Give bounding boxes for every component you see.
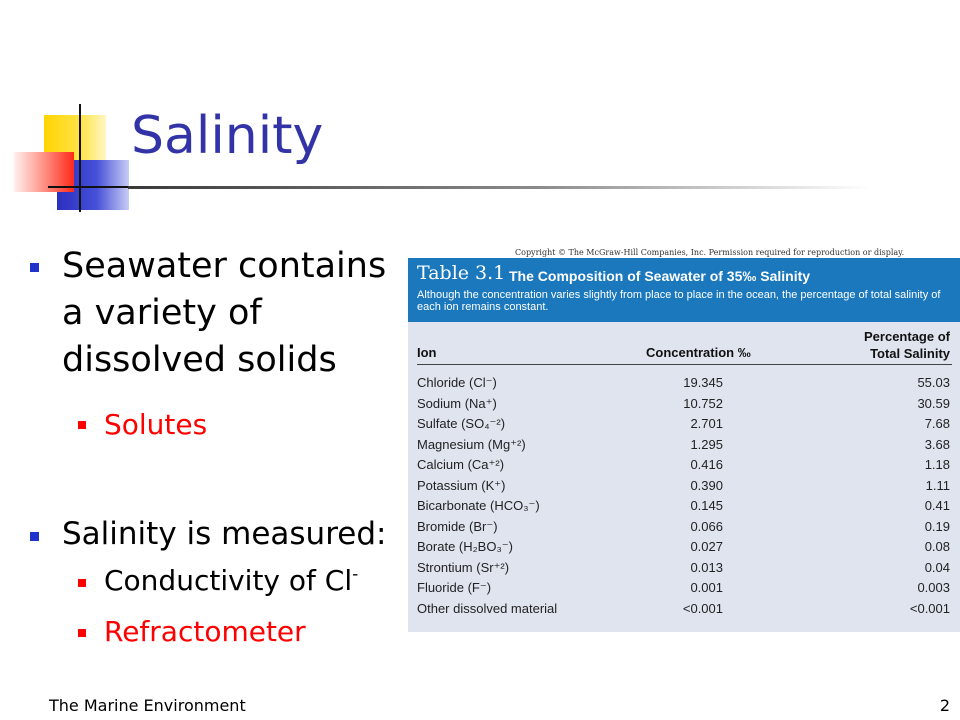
title-decoration xyxy=(0,0,140,220)
header-rule xyxy=(417,364,952,365)
sub-bullet-marker xyxy=(78,579,86,587)
table-cell-ion: Calcium (Ca⁺²) xyxy=(417,457,505,472)
table-row xyxy=(408,498,960,518)
sub-bullet-conductivity xyxy=(104,564,358,598)
table-cell-concentration: 19.345 xyxy=(683,375,723,390)
table-cell-percentage: 0.19 xyxy=(924,518,950,534)
bullet-line: a variety of xyxy=(62,293,262,333)
bullet-marker xyxy=(30,263,39,272)
decoration-horizontal-line xyxy=(48,186,140,188)
table-cell-ion: Strontium (Sr⁺²) xyxy=(417,559,510,575)
table-cell-ion: Magnesium (Mg⁺²) xyxy=(417,436,526,452)
column-header-percentage-line: Percentage of xyxy=(864,329,950,344)
table-cell-percentage: 3.68 xyxy=(924,436,950,452)
table-cell-ion: Sulfate (SO₄⁻²) xyxy=(417,416,506,431)
table-cell-percentage: 0.08 xyxy=(924,539,950,554)
table-row xyxy=(408,519,960,539)
table-number: Table 3.1 xyxy=(417,262,506,284)
table-row xyxy=(408,478,960,498)
table-cell-concentration: 0.001 xyxy=(690,580,723,595)
slide-number: 2 xyxy=(939,696,950,715)
table-cell-ion: Potassium (K⁺) xyxy=(417,477,506,493)
table-row xyxy=(408,396,960,416)
table-cell-percentage: 1.11 xyxy=(925,477,950,493)
bullet-salinity-measured: Salinity is measured: xyxy=(62,516,387,552)
table-header-band xyxy=(408,258,960,322)
table-cell-percentage: 55.03 xyxy=(917,375,950,390)
table-caption: Although the concentration varies slightly from place to place in the ocean, the percentage of total salinity of each ion remains constant. xyxy=(417,289,941,313)
column-header-percentage xyxy=(864,328,950,362)
table-cell-concentration: 0.027 xyxy=(690,539,723,554)
table-cell-ion: Other dissolved material xyxy=(417,600,558,616)
table-cell-percentage: 1.18 xyxy=(924,457,950,472)
table-cell-percentage: 30.59 xyxy=(917,395,950,411)
table-title: The Composition of Seawater of 35‰ Salinity xyxy=(509,268,811,284)
table-cell-ion: Bromide (Br⁻) xyxy=(417,518,498,534)
table-cell-percentage: 0.04 xyxy=(924,559,950,575)
decoration-vertical-line xyxy=(79,104,81,212)
composition-table xyxy=(408,258,960,632)
table-cell-concentration: 0.145 xyxy=(690,498,723,513)
sub-bullet-refractometer: Refractometer xyxy=(104,615,306,648)
sub-bullet-marker xyxy=(78,421,86,429)
table-cell-concentration: 0.066 xyxy=(690,518,723,534)
column-header-concentration: Concentration ‰ xyxy=(646,345,751,360)
table-cell-concentration: 0.416 xyxy=(690,457,723,472)
footer-course-title: The Marine Environment xyxy=(49,696,246,715)
column-header-percentage-line: Total Salinity xyxy=(870,346,950,361)
table-cell-percentage: 0.003 xyxy=(917,580,950,595)
table-cell-concentration: 2.701 xyxy=(690,416,723,431)
table-row xyxy=(408,416,960,436)
conductivity-text: Conductivity of Cl xyxy=(104,564,353,597)
slide-title: Salinity xyxy=(131,106,324,166)
copyright-notice: Copyright © The McGraw-Hill Companies, Inc. Permission required for reproduction or display. xyxy=(515,248,905,257)
table-cell-concentration: 1.295 xyxy=(690,436,723,452)
table-row xyxy=(408,457,960,477)
table-cell-concentration: <0.001 xyxy=(682,600,723,616)
table-row xyxy=(408,539,960,559)
table-cell-concentration: 0.390 xyxy=(690,477,723,493)
title-underline xyxy=(128,186,870,189)
bullet-seawater xyxy=(62,243,386,384)
table-cell-ion: Chloride (Cl⁻) xyxy=(417,375,497,390)
table-cell-ion: Borate (H₂BO₃⁻) xyxy=(417,539,513,554)
table-row xyxy=(408,375,960,395)
table-row xyxy=(408,580,960,600)
table-cell-concentration: 0.013 xyxy=(690,559,723,575)
table-cell-ion: Bicarbonate (HCO₃⁻) xyxy=(417,498,540,513)
bullet-line: dissolved solids xyxy=(62,340,337,380)
table-row xyxy=(408,601,960,621)
table-cell-ion: Sodium (Na⁺) xyxy=(417,395,497,411)
table-cell-ion: Fluoride (F⁻) xyxy=(417,580,492,595)
column-header-ion: Ion xyxy=(417,345,437,360)
table-row xyxy=(408,437,960,457)
table-row xyxy=(408,560,960,580)
sub-bullet-marker xyxy=(78,629,86,637)
table-cell-percentage: 7.68 xyxy=(924,416,950,431)
sub-bullet-solutes: Solutes xyxy=(104,408,208,441)
table-cell-percentage: <0.001 xyxy=(909,600,950,616)
table-cell-concentration: 10.752 xyxy=(683,395,723,411)
bullet-line: Seawater contains xyxy=(62,246,387,286)
table-cell-percentage: 0.41 xyxy=(924,498,950,513)
bullet-marker xyxy=(30,532,39,541)
chloride-charge: - xyxy=(352,564,359,585)
